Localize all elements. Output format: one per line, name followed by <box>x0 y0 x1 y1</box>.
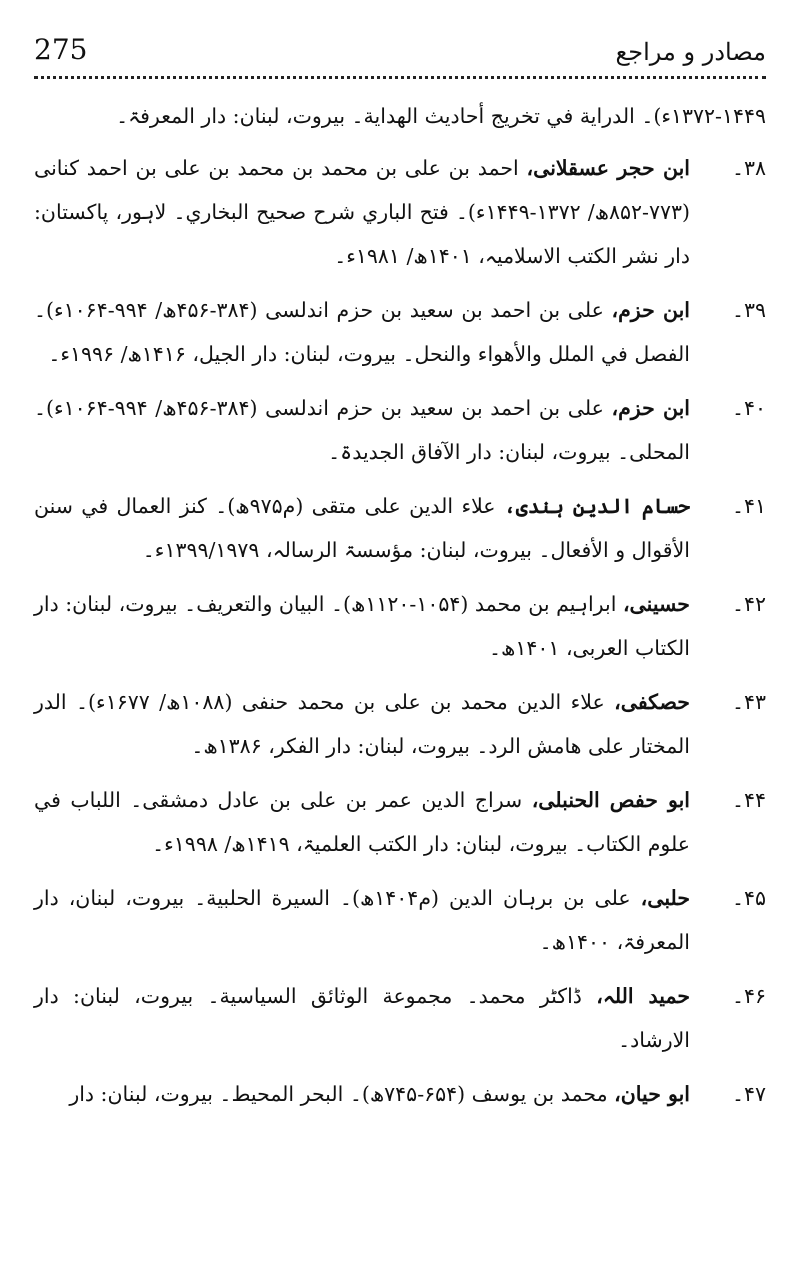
entry-number: ۴۱۔ <box>731 494 766 518</box>
entry-text: سراج الدین عمر بن علی بن عادل دمشقی۔ اللباب في علوم الکتاب۔ بیروت، لبنان: دار الکتب العلمیۃ، ۱۴۱۹ھ/ ۱۹۹۸ء۔ <box>34 788 690 856</box>
entry-number: ۴۷۔ <box>731 1082 766 1106</box>
entry-number: ۴۶۔ <box>731 984 766 1008</box>
entry-number: ۳۹۔ <box>731 298 766 322</box>
entry-text: ڈاکٹر محمد۔ مجموعة الوثائق السياسية۔ بیروت، لبنان: دار الارشاد۔ <box>34 984 690 1052</box>
entry-number: ۴۴۔ <box>731 788 766 812</box>
entry-text: ابراہیم بن محمد (۱۰۵۴-۱۱۲۰ھ)۔ البيان والتعريف۔ بیروت، لبنان: دار الکتاب العربی، ۱۴۰۱ھ۔ <box>34 592 690 660</box>
entry-author: حلبی، <box>640 886 690 910</box>
entry-number: ۴۵۔ <box>731 886 766 910</box>
bibliography-entry <box>34 974 766 1062</box>
entry-author: ابن حزم، <box>611 298 690 322</box>
bibliography-entry <box>34 146 766 278</box>
entry-author: حسینی، <box>622 592 690 616</box>
entry-text: ۱۳۷۲-۱۴۴۹ء)۔ الدراية في تخريج أحاديث الهداية۔ بیروت، لبنان: دار المعرفۃ۔ <box>116 104 766 128</box>
bibliography-list <box>34 94 766 1265</box>
entry-author: ابن حزم، <box>611 396 690 420</box>
entry-text: علی بن احمد بن سعید بن حزم اندلسی (۳۸۴-۴۵۶ھ/ ۹۹۴-۱۰۶۴ء)۔ الفصل في الملل والأهواء والنحل۔ بیروت، لبنان: دار الجیل، ۱۴۱۶ھ/ ۱۹۹۶ء۔ <box>34 298 690 366</box>
entry-number: ۴۲۔ <box>731 592 766 616</box>
bibliography-entry <box>34 288 766 376</box>
entry-text: احمد بن علی بن محمد بن محمد بن علی بن احمد کنانی (۷۷۳-۸۵۲ھ/ ۱۳۷۲-۱۴۴۹ء)۔ فتح الباري شرح صحيح البخاري۔ لاہور، پاکستان: دار نشر الکتب الاسلامیہ، ۱۴۰۱ھ/ ۱۹۸۱ء۔ <box>34 156 690 268</box>
bibliography-entry <box>34 1072 766 1116</box>
entry-text: علی بن احمد بن سعید بن حزم اندلسی (۳۸۴-۴۵۶ھ/ ۹۹۴-۱۰۶۴ء)۔ المحلی۔ بیروت، لبنان: دار الآفاق الجدیدۃ۔ <box>34 396 690 464</box>
entry-author: ابن حجر عسقلانی، <box>526 156 690 180</box>
bibliography-entry <box>34 484 766 572</box>
entry-number: ۴۳۔ <box>731 690 766 714</box>
page-number: 275 <box>34 33 88 66</box>
bibliography-entry-continued <box>34 94 766 138</box>
entry-author: حصکفی، <box>614 690 690 714</box>
entry-author: ابو حفص الحنبلی، <box>531 788 690 812</box>
entry-author: حسام الدین ہندی، <box>503 494 690 518</box>
entry-text: محمد بن یوسف (۶۵۴-۷۴۵ھ)۔ البحر المحيط۔ بیروت، لبنان: دار <box>69 1082 608 1106</box>
entry-text: علی بن برہان الدین (م۱۴۰۴ھ)۔ السیرة الحلبية۔ بیروت، لبنان، دار المعرفۃ، ۱۴۰۰ھ۔ <box>34 886 690 954</box>
bibliography-entry <box>34 876 766 964</box>
entry-text: علاء الدین علی متقی (م۹۷۵ھ)۔ کنز العمال في سنن الأقوال و الأفعال۔ بیروت، لبنان: مؤسسۃ الرسالہ، ۱۳۹۹/۱۹۷۹ء۔ <box>34 494 690 562</box>
bibliography-entry <box>34 778 766 866</box>
page-header <box>34 22 766 66</box>
bibliography-entry <box>34 680 766 768</box>
bibliography-entry <box>34 582 766 670</box>
header-dotted-rule <box>34 76 766 79</box>
entry-author: ابو حیان، <box>614 1082 690 1106</box>
running-title: مصادر و مراجع <box>615 38 766 66</box>
entry-number: ۴۰۔ <box>731 396 766 420</box>
entry-author: حمید اللہ، <box>596 984 690 1008</box>
entry-text: علاء الدین محمد بن علی بن محمد حنفی (۱۰۸۸ھ/ ۱۶۷۷ء)۔ الدر المختار علی هامش الرد۔ بیروت، لبنان: دار الفکر، ۱۳۸۶ھ۔ <box>34 690 690 758</box>
bibliography-entry <box>34 386 766 474</box>
entry-number: ۳۸۔ <box>731 156 766 180</box>
